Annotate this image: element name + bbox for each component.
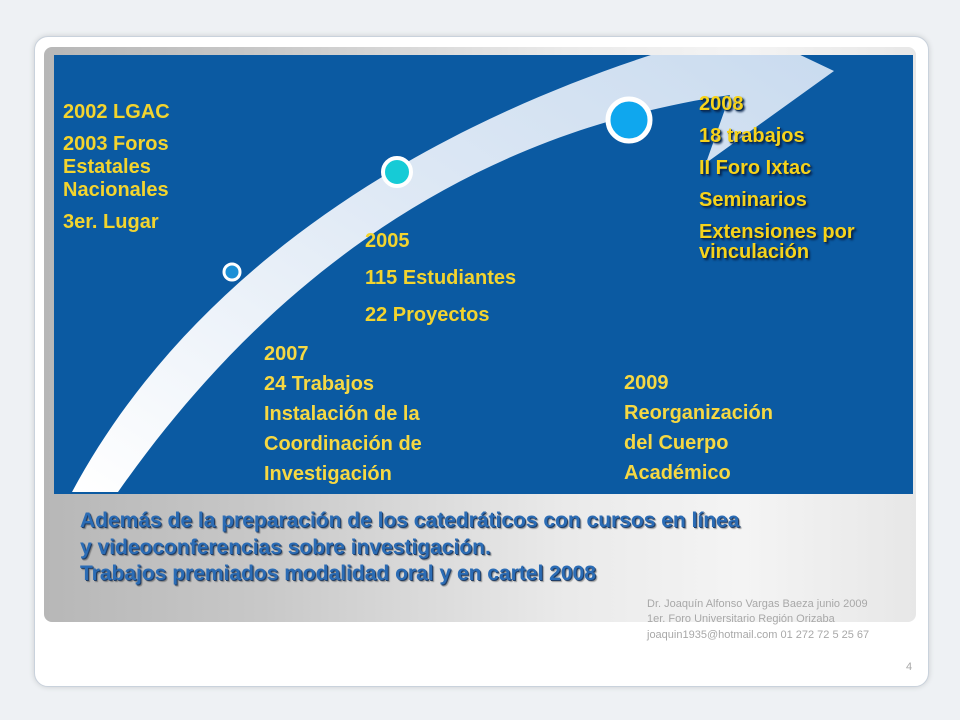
milestone-2008-text	[699, 94, 909, 274]
milestone-2008-line1: 2008	[699, 93, 744, 115]
footer-author: Dr. Joaquín Alfonso Vargas Baeza junio 2009 1er. Foro Universitario Región Orizaba joaquin1935@hotmail.com 01 272 72 5 25 67	[647, 598, 870, 641]
milestone-2007-line4: Coordinación de	[264, 433, 422, 455]
milestone-2007-text	[264, 339, 524, 489]
milestone-2002-line1: 2002 LGAC	[63, 101, 170, 123]
milestone-2005-text	[365, 229, 605, 340]
summary-text	[80, 508, 930, 588]
milestone-2005-line1: 2005	[365, 230, 410, 252]
milestone-2002-line2: 2003 Foros Estatales Nacionales	[63, 133, 169, 201]
milestone-2008-line2: 18 trabajos	[699, 125, 805, 147]
milestone-2007-line2: 24 Trabajos	[264, 373, 375, 395]
milestone-2009-line3: del Cuerpo	[624, 432, 729, 454]
summary-line3: Trabajos premiados modalidad oral y en cartel 2008	[80, 562, 596, 586]
milestone-2009-text	[624, 368, 854, 488]
milestone-dot-medium	[383, 158, 411, 186]
milestone-2007-line3: Instalación de la	[264, 403, 420, 425]
milestone-2005-line2: 115 Estudiantes	[365, 267, 517, 289]
milestone-dot-small	[224, 264, 240, 280]
milestone-2009-line1: 2009	[624, 372, 669, 394]
milestone-2008-line3: II Foro Ixtac	[699, 157, 812, 179]
milestone-2008-line5: Extensiones por vinculación	[699, 221, 855, 263]
milestone-2009-line2: Reorganización	[624, 402, 773, 424]
summary-line1: Además de la preparación de los catedráticos con cursos en línea	[80, 509, 740, 532]
milestone-2007-line5: Investigación	[264, 463, 392, 485]
milestone-dot-large	[608, 99, 650, 141]
page-number: 4	[906, 661, 913, 673]
milestone-2005-line3: 22 Proyectos	[365, 304, 490, 326]
summary-line2: y videoconferencias sobre investigación.	[80, 535, 491, 559]
milestone-2002-text	[63, 100, 243, 243]
milestone-2002-line3: 3er. Lugar	[63, 211, 159, 233]
milestone-2008-line4: Seminarios	[699, 189, 807, 211]
milestone-2007-line1: 2007	[264, 343, 309, 365]
milestone-2009-line4: Académico	[624, 462, 731, 484]
